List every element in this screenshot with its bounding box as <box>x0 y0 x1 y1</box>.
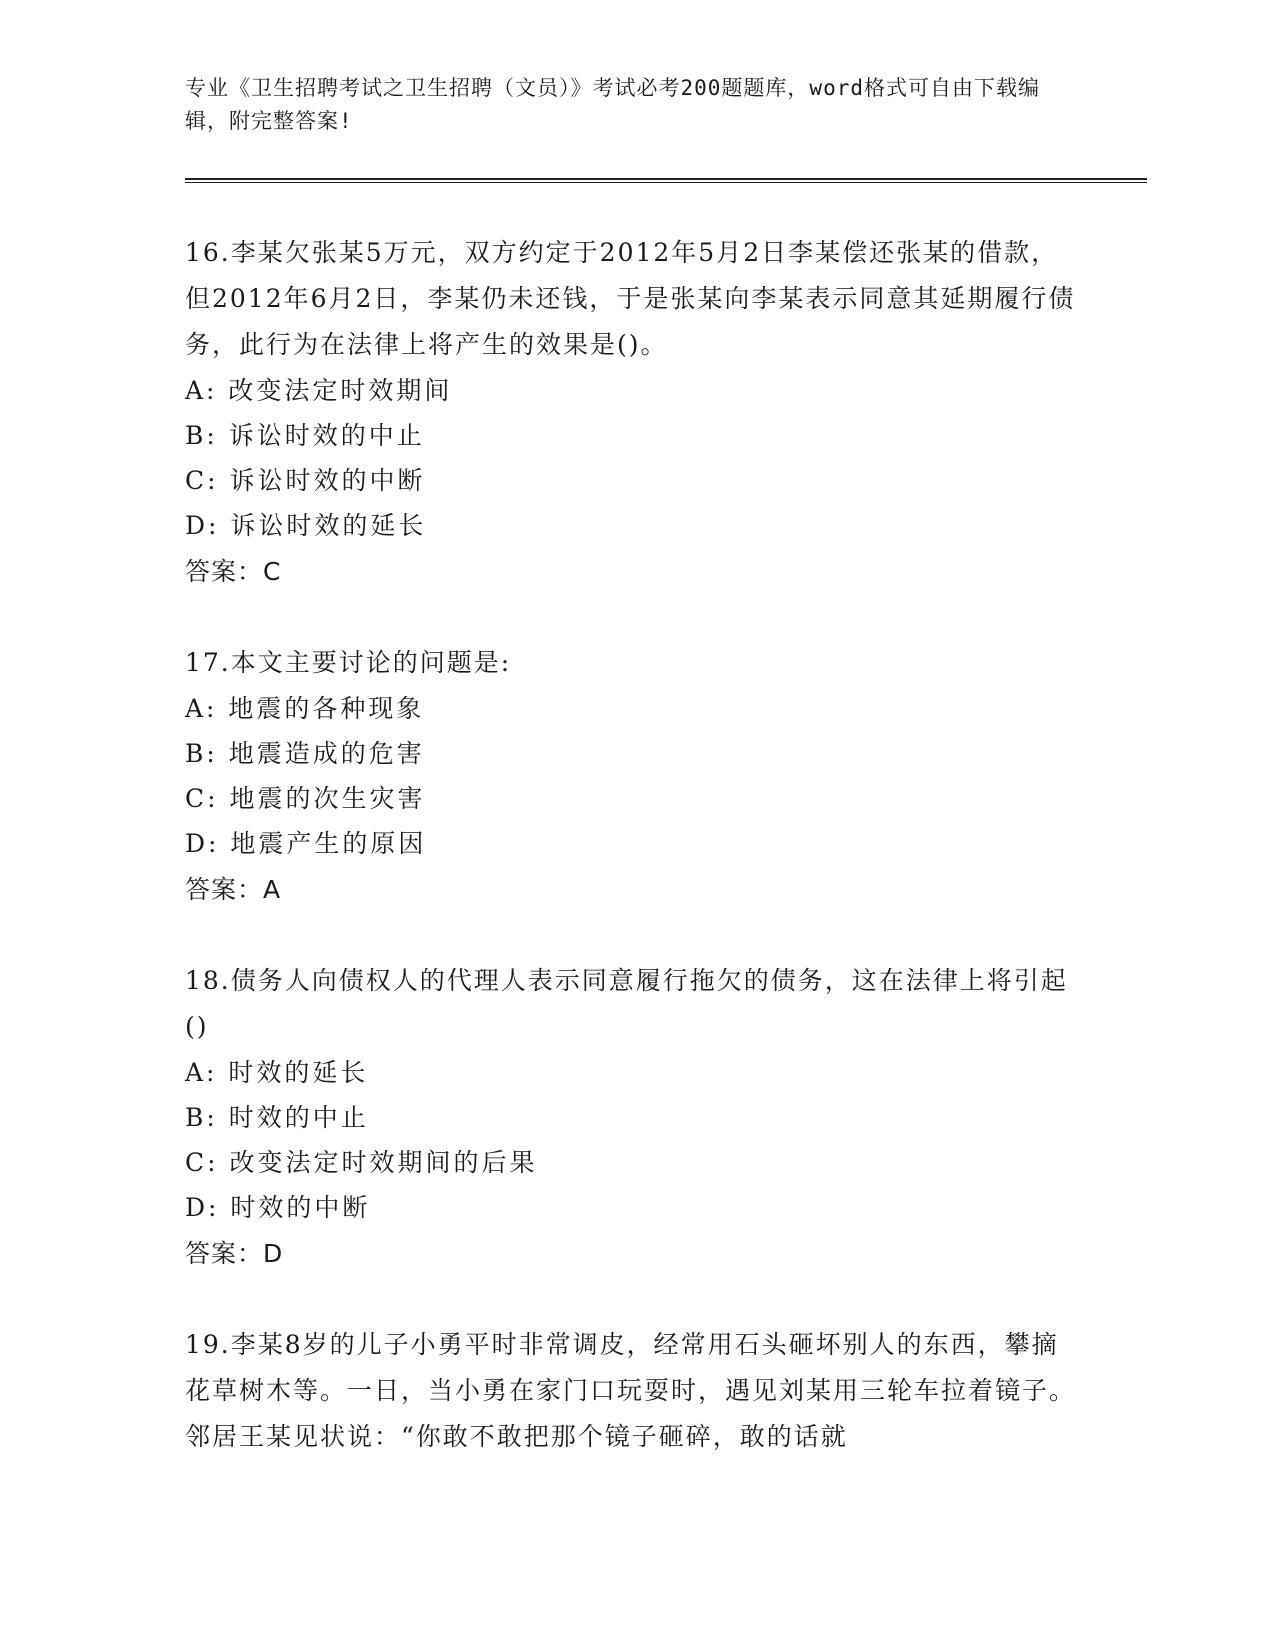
question-16 <box>185 230 1085 596</box>
document-header-title: 专业《卫生招聘考试之卫生招聘（文员）》考试必考200题题库，word格式可自由下载编辑，附完整答案! <box>185 76 1040 133</box>
question-18 <box>185 958 1085 1278</box>
header-divider-thick <box>185 178 1147 180</box>
option-d: D: 诉讼时效的延长 <box>185 511 427 540</box>
answer-line: 答案：A <box>185 875 282 904</box>
question-stem: 16.李某欠张某5万元，双方约定于2012年5月2日李某偿还张某的借款，但2012年6月2日，李某仍未还钱，于是张某向李某表示同意其延期履行债务，此行为在法律上将产生的效果是()。 <box>185 238 1076 359</box>
option-b: B: 地震造成的危害 <box>185 739 425 768</box>
answer-line: 答案：C <box>185 557 282 586</box>
option-a: A: 改变法定时效期间 <box>185 376 453 405</box>
header-divider-thin <box>185 182 1147 183</box>
question-stem: 17.本文主要讨论的问题是: <box>185 648 512 677</box>
question-stem: 19.李某8岁的儿子小勇平时非常调皮，经常用石头砸坏别人的东西，攀摘花草树木等。一日，当小勇在家门口玩耍时，遇见刘某用三轮车拉着镜子。邻居王某见状说：“你敢不敢把那个镜子砸碎，敢的话就 <box>185 1330 1077 1451</box>
question-19 <box>185 1322 1085 1460</box>
option-b: B: 时效的中止 <box>185 1103 369 1132</box>
option-d: D: 时效的中断 <box>185 1193 371 1222</box>
option-c: C: 地震的次生灾害 <box>185 784 426 813</box>
option-b: B: 诉讼时效的中止 <box>185 421 425 450</box>
option-a: A: 时效的延长 <box>185 1058 369 1087</box>
question-stem: 18.债务人向债权人的代理人表示同意履行拖欠的债务，这在法律上将引起() <box>185 966 1068 1041</box>
option-d: D: 地震产生的原因 <box>185 829 427 858</box>
option-a: A: 地震的各种现象 <box>185 694 425 723</box>
answer-line: 答案：D <box>185 1239 284 1268</box>
option-c: C: 诉讼时效的中断 <box>185 466 426 495</box>
question-17 <box>185 640 1085 914</box>
question-list <box>185 230 1085 1504</box>
option-c: C: 改变法定时效期间的后果 <box>185 1148 538 1177</box>
